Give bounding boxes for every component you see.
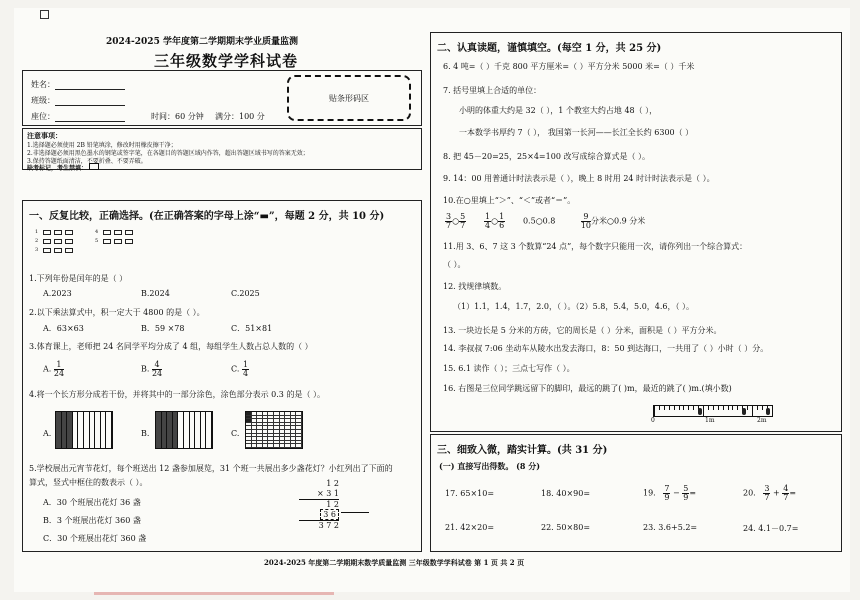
- q3-c-letter: C.: [231, 364, 240, 374]
- q24: 24. 4.1－0.7=: [743, 524, 799, 533]
- q19-f1-d: 9: [664, 493, 670, 502]
- bubble-row-label: 5: [95, 238, 99, 244]
- ruler: [653, 405, 773, 417]
- q10: 10.在○里填上“＞”、“＜”或者“＝”。: [443, 196, 576, 205]
- vm-arrow: [341, 512, 369, 513]
- section2-title: 二、认真读题，谨慎填空。(每空 1 分，共 25 分): [437, 43, 662, 54]
- vm-row3: 1 2: [326, 500, 339, 509]
- q10-f5: [581, 213, 591, 230]
- q19-label: 19.: [643, 488, 656, 498]
- q10-f4: [498, 213, 505, 230]
- q2-option-b[interactable]: B．59 ×78: [141, 324, 185, 333]
- q19: 19. $\frac{7}{9}$ − $\frac{5}{9}$ =: [643, 484, 697, 502]
- footer: 2024-2025 年度第二学期期末数学质量监测 三年级数学学科试卷 第 1 页 共 2 页: [264, 558, 525, 567]
- q10-f1-n: 3: [446, 212, 452, 221]
- name-label: 姓名：: [31, 80, 55, 89]
- q5-option-a[interactable]: A．30 个班展出花灯 36 盏: [43, 498, 141, 507]
- q3-a-num: 1: [54, 361, 64, 370]
- q10-f2: [459, 213, 466, 230]
- answer-bubble[interactable]: [103, 230, 111, 235]
- q6: 6. 4 吨=（ ）千克 800 平方厘米=（ ）平方分米 5000 米=（ ）千米: [443, 62, 695, 71]
- q19-f2-d: 9: [683, 493, 689, 502]
- q8: 8. 把 45－20=25，25×4=100 改写成综合算式是（ ）。: [443, 152, 650, 161]
- ruler-tick: [752, 406, 753, 416]
- q10-f5-d: 10: [580, 221, 592, 230]
- q10-f5-n: 9: [581, 213, 591, 222]
- scan-edge: [94, 592, 334, 595]
- section1-title: 一、反复比较，正确选择。(在正确答案的字母上涂“▬”，每题 2 分，共 10 分): [29, 211, 385, 222]
- class-label: 班级：: [31, 96, 55, 105]
- vm-row5: 3 7 2: [318, 521, 339, 530]
- q7b: 一本数学书厚约 7（ ）， 我国第一长河——长江全长约 6300（ ）: [459, 128, 694, 137]
- q10-decimal: 0.5○0.8: [522, 216, 556, 226]
- q20-label: 20.: [743, 488, 756, 498]
- q20-f2-d: 7: [783, 493, 789, 502]
- footprint-icon: [698, 408, 702, 415]
- ruler-tick: [757, 406, 758, 410]
- q1-option-a[interactable]: A.2023: [43, 289, 72, 298]
- q3-a-letter: A.: [43, 364, 52, 374]
- q11b: （ ）。: [443, 260, 466, 269]
- q1-option-c[interactable]: C.2025: [231, 289, 260, 298]
- absent-label: 缺考标记，考生禁填：: [27, 165, 88, 172]
- name-field[interactable]: [55, 80, 125, 90]
- q5-option-b[interactable]: B．3 个班展出花灯 360 盏: [43, 516, 141, 525]
- q20-f1-d: 7: [764, 493, 770, 502]
- main-title: 三年级数学学科试卷: [154, 52, 299, 70]
- q20-f1-n: 3: [764, 484, 770, 493]
- ruler-tick: [718, 406, 719, 410]
- q23: 23. 3.6+5.2=: [643, 523, 698, 532]
- section3-title: 三、细致入微，踏实计算。(共 31 分): [437, 445, 608, 456]
- section3-sub1: (一) 直接写出得数。 (8 分): [439, 461, 541, 471]
- note-2: 2.非选择题必须用黑色墨水的钢笔或签字笔，在各题目的答题区域内作答，超出答题区域书写的答案无效；: [27, 150, 309, 157]
- answer-bubble[interactable]: [43, 239, 51, 244]
- time-label: 时间：60 分钟: [151, 112, 204, 121]
- q2-option-c[interactable]: C．51×81: [231, 324, 273, 333]
- q4-figure-a: [55, 411, 113, 449]
- answer-bubble[interactable]: [54, 230, 62, 235]
- ruler-tick: [713, 406, 714, 410]
- q20-f2: [782, 485, 789, 502]
- answer-bubble[interactable]: [65, 239, 73, 244]
- q16: 16. 右图是三位同学跳远留下的脚印，最远的跳了( )m，最近的跳了( )m.(填小数): [443, 384, 732, 393]
- score-label: 满分：100 分: [215, 112, 265, 121]
- q10-f1-d: 7: [446, 221, 452, 230]
- ruler-tick: [723, 406, 724, 410]
- q9: 9. 14：00 用普通计时法表示是（ ），晚上 8 时用 24 时计时法表示是（ ）。: [443, 174, 715, 183]
- q3-c-frac: [242, 361, 249, 378]
- ruler-tick: [772, 406, 773, 410]
- q10-f3: [484, 213, 491, 230]
- exam-page: [14, 8, 850, 592]
- ruler-tick: [737, 406, 738, 410]
- ruler-tick: [683, 406, 684, 410]
- notes-box: [22, 128, 422, 170]
- q10-f3-d: 4: [484, 221, 491, 230]
- answer-bubble[interactable]: [65, 248, 73, 253]
- answer-bubble[interactable]: [54, 239, 62, 244]
- q14: 14. 李叔叔 7:06 坐动车从陵水出发去海口，8：50 到达海口，一共用了（ ）小时（ ）分。: [443, 344, 769, 353]
- ruler-tick: [659, 406, 660, 410]
- bubble-row-label: 4: [95, 229, 99, 235]
- q7a: 小明的体重大约是 32（ ），1 个教室大约占地 48（ ），: [459, 106, 658, 115]
- ruler-tick: [654, 406, 655, 416]
- answer-bubble[interactable]: [125, 230, 133, 235]
- answer-bubble[interactable]: [103, 239, 111, 244]
- q4-option-a[interactable]: A.: [43, 429, 52, 438]
- answer-bubble[interactable]: [65, 230, 73, 235]
- footprint-icon: [766, 408, 770, 415]
- q11: 11.用 3、6、7 这 3 个数算“24 点”，每个数字只能用一次，请你列出一个综合算式：: [443, 242, 748, 251]
- grid-cell: [106, 412, 112, 448]
- answer-bubble[interactable]: [125, 239, 133, 244]
- q17: 17. 65×10=: [445, 489, 495, 498]
- name-row: [31, 79, 125, 90]
- q12a: （1）1.1，1.4，1.7，2.0，（ ）。（2）5.8，5.4，5.0，4.6，（ ）。: [453, 302, 695, 311]
- year-title: 2024-2025 学年度第二学期期末学业质量监测: [106, 37, 298, 47]
- ruler-tick: [688, 406, 689, 410]
- q20: 20. $\frac{3}{7}$ + $\frac{4}{7}$ =: [743, 484, 797, 502]
- note-3: 3.保持答题纸面清洁，不要折叠、不要弄破。: [27, 158, 147, 165]
- q3-b-letter: B.: [141, 364, 150, 374]
- notes-title: 注意事项：: [27, 131, 62, 140]
- ruler-label-2m: 2m: [757, 417, 767, 424]
- q19-f1: [663, 485, 670, 502]
- q10-compare-row: $\frac{3}{7}$ ○ $\frac{5}{7}$ $\frac{1}{4}$ ○ $\frac{1}{6}$ 0.5○0.8 $\frac{9}{10}$ 分米○0.9 分米: [446, 212, 646, 230]
- q3-c-den: 4: [242, 369, 249, 378]
- q20-f1: [763, 485, 770, 502]
- q10-f4-n: 1: [499, 212, 505, 221]
- footprint-icon: [742, 408, 746, 415]
- q4-stem: 4.将一个长方形分成若干份，并将其中的一部分涂色，涂色部分表示 0.3 的是（ ）。: [29, 390, 325, 399]
- vm-row1: 1 2: [326, 479, 339, 488]
- bubble-row-label: 1: [35, 229, 39, 235]
- q3-b-frac: [152, 361, 162, 378]
- q3-b-num: 4: [152, 361, 162, 370]
- q5-option-c[interactable]: C．30 个班展出花灯 360 盏: [43, 534, 147, 543]
- ruler-tick: [674, 406, 675, 410]
- q4-option-b[interactable]: B.: [141, 429, 150, 438]
- grid-cell: [296, 444, 302, 448]
- q15: 15. 6.1 读作（ ）；三点七写作（ ）。: [443, 364, 575, 373]
- q21: 21. 42×20=: [445, 523, 495, 532]
- ruler-tick: [693, 406, 694, 410]
- absent-checkbox[interactable]: [89, 163, 99, 170]
- ruler-label-1m: 1m: [705, 417, 715, 424]
- vm-boxed: 3 6: [320, 509, 339, 520]
- q7: 7. 括号里填上合适的单位：: [443, 86, 542, 95]
- corner-mark: [40, 10, 49, 19]
- ruler-tick: [664, 406, 665, 410]
- q1-stem: 1.下列年份是闰年的是（ ）: [29, 274, 128, 283]
- class-row: [31, 95, 125, 106]
- info-box: [22, 70, 422, 126]
- q20-f2-n: 4: [783, 484, 789, 493]
- answer-bubble[interactable]: [114, 230, 122, 235]
- q2-option-a[interactable]: A．63×63: [43, 324, 84, 333]
- q3-a-den: 24: [53, 369, 65, 378]
- barcode-area: [287, 75, 411, 121]
- ruler-tick: [732, 406, 733, 410]
- section1-box: [22, 200, 422, 552]
- ruler-tick: [703, 406, 704, 416]
- answer-bubble[interactable]: [114, 239, 122, 244]
- note-1: 1.选择题必须使用 2B 铅笔填涂，修改时用橡皮擦干净；: [27, 142, 177, 149]
- answer-bubble[interactable]: [43, 230, 51, 235]
- q1-option-b[interactable]: B.2024: [141, 289, 170, 298]
- vm-row2: × 3 1: [299, 489, 339, 500]
- barcode-label: 贴条形码区: [329, 94, 369, 103]
- ruler-tick: [728, 406, 729, 410]
- vm-row4: [299, 510, 339, 521]
- q3-c-num: 1: [242, 360, 249, 369]
- q4-figure-b: [155, 411, 213, 449]
- absent-row: [27, 163, 99, 172]
- q3-stem: 3.体育课上，老师把 24 名同学平均分成了 4 组，每组学生人数占总人数的（ ）: [29, 342, 313, 351]
- q19-f2: [682, 485, 689, 502]
- q3-option-b[interactable]: [141, 361, 162, 378]
- q12: 12. 找规律填数。: [443, 282, 507, 291]
- q13: 13. 一块边长是 5 分米的方砖，它的周长是（ ）分米，面积是（ ）平方分米。: [443, 326, 722, 335]
- q3-option-c[interactable]: [231, 361, 249, 378]
- q19-f2-n: 5: [683, 484, 689, 493]
- q4-option-c[interactable]: C.: [231, 429, 240, 438]
- q3-option-a[interactable]: [43, 361, 64, 378]
- q10-f1: [445, 213, 452, 230]
- answer-bubble[interactable]: [54, 248, 62, 253]
- q3-b-den: 24: [151, 369, 163, 378]
- q10-f3-n: 1: [484, 212, 491, 221]
- q3-a-frac: [54, 361, 64, 378]
- q2-stem: 2.以下乘法算式中，积一定大于 4800 的是（ ）。: [29, 308, 205, 317]
- vertical-multiplication: [299, 479, 339, 531]
- section3-box: [430, 434, 842, 552]
- q5-stem: 5.学校展出元宵节花灯，每个班送出 12 盏参加展览，31 个班一共展出多少盏花灯？小红列出了下面的: [29, 464, 393, 473]
- q19-f1-n: 7: [664, 484, 670, 493]
- bubble-row-label: 2: [35, 238, 39, 244]
- ruler-tick: [669, 406, 670, 410]
- class-field[interactable]: [55, 96, 125, 106]
- grid-cell: [206, 412, 212, 448]
- ruler-tick: [708, 406, 709, 410]
- q10-f2-n: 5: [460, 212, 466, 221]
- q18: 18. 40×90=: [541, 489, 591, 498]
- q10-f2-d: 7: [460, 221, 466, 230]
- q5-stem-2: 算式，竖式中框住的数表示（ ）。: [29, 478, 148, 487]
- seat-row: [31, 111, 125, 122]
- q10-f4-d: 6: [499, 221, 505, 230]
- seat-label: 座位：: [31, 112, 55, 121]
- bubble-row-label: 3: [35, 247, 39, 253]
- section2-box: [430, 32, 842, 432]
- ruler-tick: [679, 406, 680, 410]
- ruler-tick: [747, 406, 748, 410]
- seat-field[interactable]: [55, 112, 125, 122]
- q22: 22. 50×80=: [541, 523, 591, 532]
- ruler-label-0: 0: [651, 417, 655, 424]
- q4-figure-c: [245, 411, 303, 449]
- answer-bubble[interactable]: [43, 248, 51, 253]
- q10-dm: 分米○0.9 分米: [591, 216, 646, 226]
- answer-bubbles: [35, 229, 135, 269]
- ruler-tick: [762, 406, 763, 410]
